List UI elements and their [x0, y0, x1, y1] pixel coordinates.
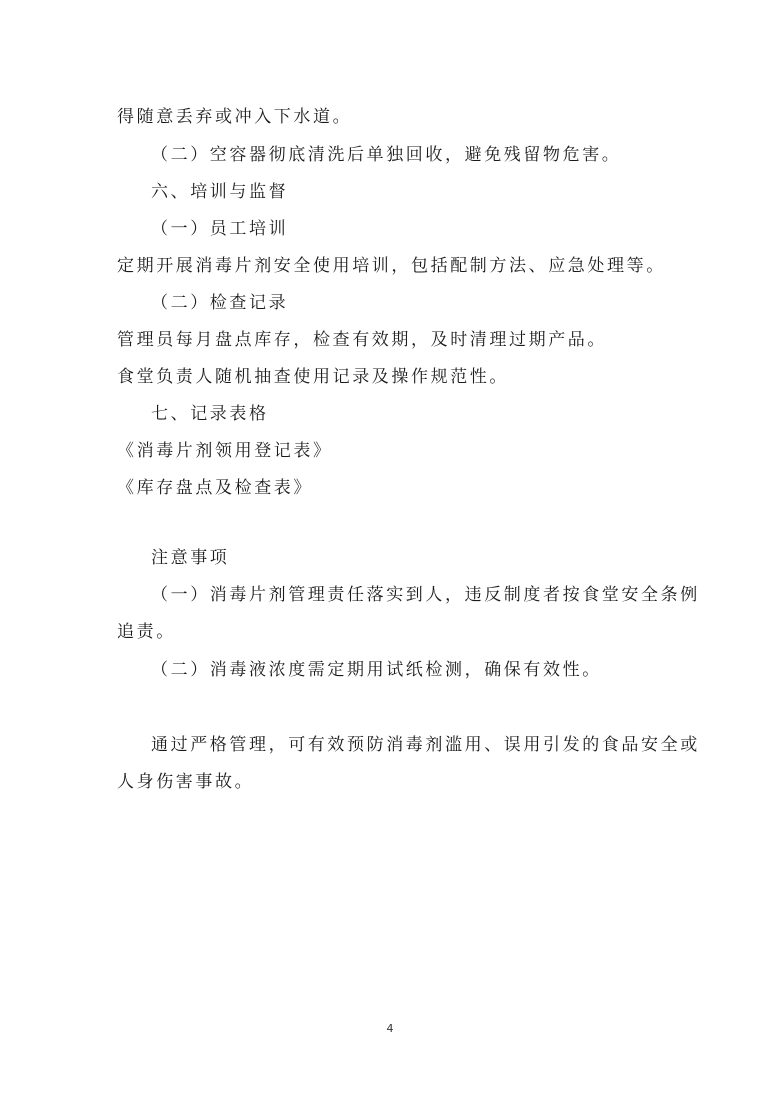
subsection-heading: （一）员工培训 — [151, 219, 289, 239]
text-line: （二）空容器彻底清洗后单独回收，避免残留物危害。 — [151, 145, 622, 165]
form-title: 《消毒片剂领用登记表》 — [117, 441, 333, 461]
notes-heading: 注意事项 — [151, 548, 230, 568]
text-line: （一）消毒片剂管理责任落实到人，违反制度者按食堂安全条例 — [151, 585, 700, 605]
text-line: 管理员每月盘点库存，检查有效期，及时清理过期产品。 — [117, 330, 607, 350]
text-line: 食堂负责人随机抽查使用记录及操作规范性。 — [117, 367, 509, 387]
text-line: 通过严格管理，可有效预防消毒剂滥用、误用引发的食品安全或 — [151, 735, 700, 755]
text-line: （二）消毒液浓度需定期用试纸检测，确保有效性。 — [151, 660, 602, 680]
text-line: 得随意丢弃或冲入下水道。 — [117, 107, 353, 127]
text-line: 人身伤害事故。 — [117, 772, 255, 792]
form-title: 《库存盘点及检查表》 — [117, 478, 313, 498]
section-heading: 六、培训与监督 — [151, 182, 289, 202]
text-line: 定期开展消毒片剂安全使用培训，包括配制方法、应急处理等。 — [117, 256, 666, 276]
text-line: 追责。 — [117, 622, 176, 642]
subsection-heading: （二）检查记录 — [151, 293, 289, 313]
page-number: 4 — [386, 1022, 394, 1035]
section-heading: 七、记录表格 — [151, 404, 269, 424]
